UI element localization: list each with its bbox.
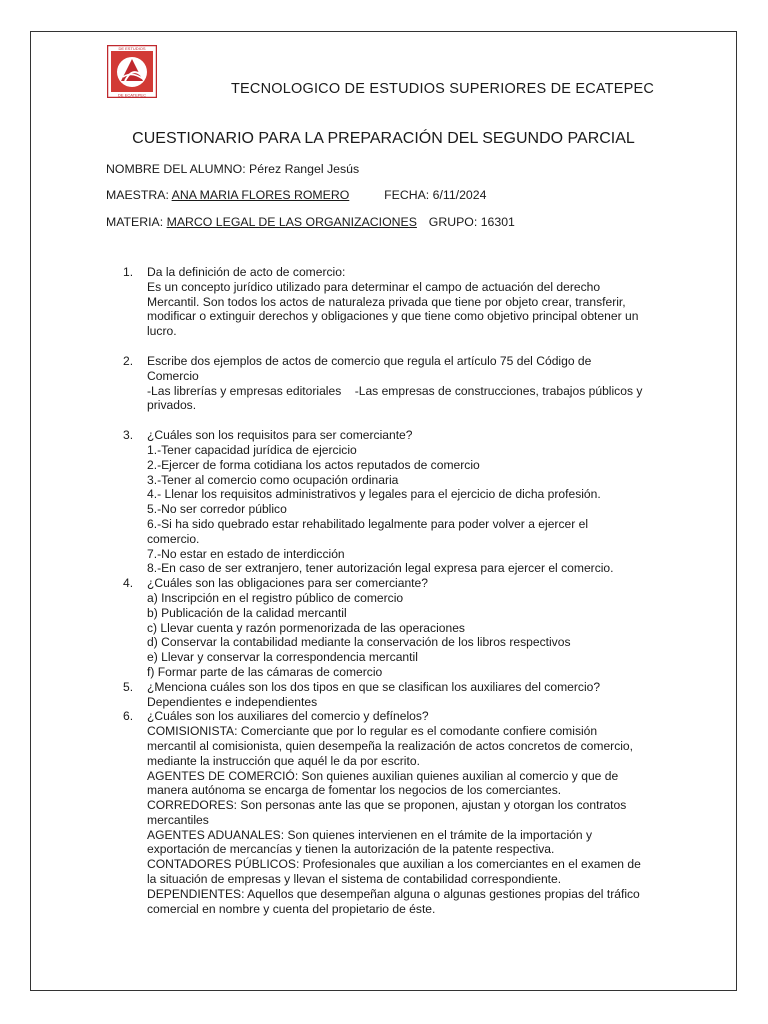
question-number: 5. xyxy=(123,679,134,694)
question-text: ¿Cuáles son los requisitos para ser comerciante? xyxy=(147,428,413,443)
question-number: 2. xyxy=(123,353,134,368)
student-name-label: NOMBRE DEL ALUMNO: xyxy=(106,162,246,176)
answer-line: DEPENDIENTES: Aquellos que desempeñan alguna o algunas gestiones propias del tráfico xyxy=(147,886,640,901)
date-value: 6/11/2024 xyxy=(432,188,487,202)
answer-line: -Las librerías y empresas editoriales -Las empresas de construcciones, trabajos públicos y xyxy=(147,383,643,398)
answer-line: f) Formar parte de las cámaras de comercio xyxy=(147,664,383,679)
answer-line: lucro. xyxy=(147,324,177,339)
group-value: 16301 xyxy=(480,215,515,229)
question-text: Da la definición de acto de comercio: xyxy=(147,265,346,279)
question-item xyxy=(111,354,671,413)
answer-line: Dependientes e independientes xyxy=(147,694,318,709)
question-item xyxy=(111,265,671,339)
answer-line: CONTADORES PÚBLICOS: Profesionales que auxilian a los comerciantes en el examen de xyxy=(147,857,641,872)
teacher-value: ANA MARIA FLORES ROMERO xyxy=(171,188,350,202)
svg-text:DE ECATEPEC: DE ECATEPEC xyxy=(118,92,146,98)
answer-line: modificar o extinguir derechos y obligaciones y que tiene como objetivo principal obtener un xyxy=(147,309,639,324)
question-text: ¿Cuáles son los auxiliares del comercio y defínelos? xyxy=(147,709,429,724)
question-text: ¿Menciona cuáles son los dos tipos en que se clasifican los auxiliares del comercio? xyxy=(147,679,601,694)
question-text: ¿Cuáles son las obligaciones para ser comerciante? xyxy=(147,576,428,591)
answer-line: privados. xyxy=(147,398,197,413)
question-item xyxy=(111,709,671,916)
teacher-field xyxy=(106,188,486,202)
answer-line: manera autónoma se encarga de fomentar los negocios de los comerciantes. xyxy=(147,783,562,798)
date-label: FECHA: xyxy=(384,188,430,202)
answer-line: e) Llevar y conservar la correspondencia mercantil xyxy=(147,650,418,665)
answer-line: AGENTES ADUANALES: Son quienes intervienen en el trámite de la importación y xyxy=(147,827,593,842)
answer-line: 1.-Tener capacidad jurídica de ejercicio xyxy=(147,442,357,457)
answer-line: mercantil al comisionista, quien desempeña la realización de actos concretos de comercio, xyxy=(147,738,634,753)
answer-line: 6.-Si ha sido quebrado estar rehabilitado legalmente para poder volver a ejercer el xyxy=(147,516,589,531)
subject-field xyxy=(106,215,515,229)
document-page xyxy=(30,31,737,991)
answer-line: 5.-No ser corredor público xyxy=(147,502,287,517)
answer-line: 7.-No estar en estado de interdicción xyxy=(147,546,345,561)
student-name-value: Pérez Rangel Jesús xyxy=(249,162,360,176)
answer-line: mercantiles xyxy=(147,812,209,827)
question-number: 6. xyxy=(123,709,134,724)
student-name-field xyxy=(106,162,359,176)
question-item xyxy=(111,428,671,576)
answer-line: comercial en nombre y cuenta del propietario de éste. xyxy=(147,901,436,916)
question-item xyxy=(111,680,671,710)
question-number: 4. xyxy=(123,576,134,591)
answer-line: mediante la instrucción que aquél le da por escrito. xyxy=(147,753,420,768)
teacher-label: MAESTRA: xyxy=(106,188,169,202)
question-number: 1. xyxy=(123,265,134,279)
subject-value: MARCO LEGAL DE LAS ORGANIZACIONES xyxy=(166,215,417,229)
question-item xyxy=(111,576,671,680)
answer-line: 8.-En caso de ser extranjero, tener autorización legal expresa para ejercer el comercio. xyxy=(147,561,614,576)
question-number: 3. xyxy=(123,428,134,443)
answer-line: a) Inscripción en el registro público de comercio xyxy=(147,590,404,605)
answer-line: 3.-Tener al comercio como ocupación ordinaria xyxy=(147,472,399,487)
answer-line: COMISIONISTA: Comerciante que por lo regular es el comodante confiere comisión xyxy=(147,724,598,739)
group-label: GRUPO: xyxy=(428,215,478,229)
answer-line: 4.- Llenar los requisitos administrativos y legales para el ejercicio de dicha profesión. xyxy=(147,487,601,502)
question-text: Escribe dos ejemplos de actos de comercio que regula el artículo 75 del Código de xyxy=(147,353,592,368)
document-title: CUESTIONARIO PARA LA PREPARACIÓN DEL SEGUNDO PARCIAL xyxy=(132,130,635,147)
answer-line: b) Publicación de la calidad mercantil xyxy=(147,605,347,620)
answer-line: Es un concepto jurídico utilizado para determinar el campo de actuación del derecho xyxy=(147,279,601,294)
answer-line: d) Conservar la contabilidad mediante la conservación de los libros respectivos xyxy=(147,635,571,650)
svg-text:DE ESTUDIOS: DE ESTUDIOS xyxy=(118,46,146,51)
answer-line: la situación de empresas y llevan el sistema de contabilidad correspondiente. xyxy=(147,872,562,887)
answer-line: CORREDORES: Son personas ante las que se proponen, ajustan y otorgan los contratos xyxy=(147,798,627,813)
answer-line: c) Llevar cuenta y razón pormenorizada de las operaciones xyxy=(147,620,465,635)
question-text: Comercio xyxy=(147,368,199,383)
answer-line: comercio. xyxy=(147,531,200,546)
answer-line: AGENTES DE COMERCIÓ: Son quienes auxilian quienes auxilian al comercio y que de xyxy=(147,768,619,783)
question-list xyxy=(111,265,671,916)
answer-line: exportación de mercancías y tienen la autorización de la patente respectiva. xyxy=(147,842,555,857)
answer-line: 2.-Ejercer de forma cotidiana los actos reputados de comercio xyxy=(147,457,480,472)
subject-label: MATERIA: xyxy=(106,215,164,229)
answer-line: Mercantil. Son todos los actos de naturaleza privada que tiene por objeto crear, transferir, xyxy=(147,294,626,309)
institution-name: TECNOLOGICO DE ESTUDIOS SUPERIORES DE ECATEPEC xyxy=(230,81,655,97)
